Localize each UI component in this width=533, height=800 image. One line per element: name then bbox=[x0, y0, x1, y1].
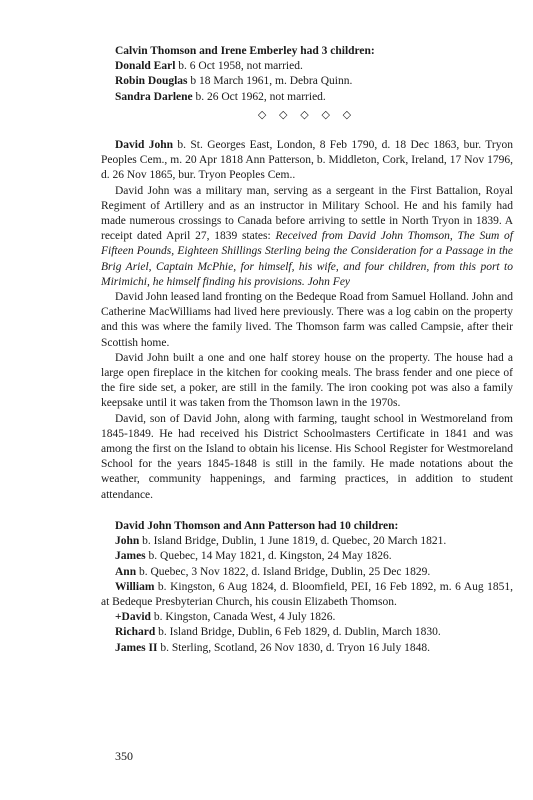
spacer bbox=[101, 503, 513, 519]
child-details: b. Quebec, 3 Nov 1822, d. Island Bridge, Dublin, 25 Dec 1829. bbox=[136, 565, 431, 578]
child-details: b. Quebec, 14 May 1821, d. Kingston, 24 May 1826. bbox=[145, 550, 392, 563]
child-details: b. Island Bridge, Dublin, 6 Feb 1829, d. Dublin, March 1830. bbox=[155, 626, 441, 639]
calvin-family-section bbox=[101, 44, 513, 656]
child-details: b. Kingston, Canada West, 4 July 1826. bbox=[150, 611, 336, 624]
section-divider-ornament: ◇ ◇ ◇ ◇ ◇ bbox=[257, 108, 357, 121]
person-name: David John bbox=[115, 139, 174, 152]
family-heading bbox=[101, 44, 513, 59]
child-entry bbox=[101, 549, 513, 564]
child-entry bbox=[101, 625, 513, 640]
child-entry bbox=[101, 74, 513, 89]
child-entry bbox=[101, 90, 513, 105]
page-number: 350 bbox=[115, 749, 133, 763]
child-name: Ann bbox=[115, 565, 137, 578]
bio-paragraph-school: David, son of David John, along with farming, taught school in Westmoreland from 1845-1849. He had received his District Schoolmasters Certificate in 1841 and was among the first on the Island to obtain his license. His School Register for Westmoreland School for the years 1845-1848 is still in the family. He made notations about the weather, community happenings, and farming practices, in addition to student attendance. bbox=[101, 412, 513, 501]
child-entry bbox=[101, 641, 513, 656]
child-name: Sandra Darlene bbox=[115, 90, 193, 103]
bio-intro bbox=[101, 138, 513, 184]
child-entry bbox=[101, 59, 513, 74]
child-details: b 18 March 1961, m. Debra Quinn. bbox=[187, 75, 353, 88]
child-entry bbox=[101, 580, 513, 610]
paragraph-text: David John was a military man, serving as a sergeant in the First Battalion, Royal Regiment of Artillery and as an instructor in Military School. He and his family had made numerous crossings to Canada before arriving to settle in North Tryon in 1839. A receipt dated April 27, 1839 states: bbox=[101, 184, 513, 243]
child-name: William bbox=[115, 580, 155, 593]
bio-paragraph-house: David John built a one and one half storey house on the property. The house had a large open fireplace in the kitchen for cooking meals. The brass fender and one piece of the fire side set, a poker, are still in the family. The iron cooking pot was also a family keepsake until it was taken from the Thomson lawn in the 1970s. bbox=[101, 351, 513, 410]
child-entry bbox=[101, 565, 513, 580]
child-entry bbox=[101, 610, 513, 625]
child-details: b. Island Bridge, Dublin, 1 June 1819, d. Quebec, 20 March 1821. bbox=[139, 535, 447, 548]
child-name: +David bbox=[115, 611, 151, 624]
heading-names: David John Thomson and Ann Patterson bbox=[115, 519, 316, 532]
child-details: b. Sterling, Scotland, 26 Nov 1830, d. Tryon 16 July 1848. bbox=[157, 641, 431, 654]
child-name: Richard bbox=[115, 626, 156, 639]
child-entry bbox=[101, 534, 513, 549]
family-heading bbox=[101, 519, 513, 534]
child-name: James II bbox=[115, 641, 158, 654]
heading-names: Calvin Thomson and Irene Emberley bbox=[115, 45, 298, 57]
child-name: John bbox=[115, 535, 140, 548]
spacer bbox=[101, 128, 513, 138]
child-details: b. 26 Oct 1962, not married. bbox=[192, 90, 326, 103]
bio-paragraph-land: David John leased land fronting on the Bedeque Road from Samuel Holland. John and Catherine MacWilliams had lived here previously. There was a log cabin on the property and this was where the family lived. The Thomson farm was called Campsie, after their Scottish home. bbox=[101, 291, 513, 349]
bio-paragraph-military bbox=[101, 184, 513, 290]
person-vitals: b. St. Georges East, London, 8 Feb 1790, d. 18 Dec 1863, bur. Tryon Peoples Cem., m. 20 Apr 1818 Ann Patterson, b. Middleton, Cork, Ireland, 17 Nov 1796, d. 26 Nov 1865, bur. Tryon Peoples Cem.. bbox=[101, 139, 513, 182]
child-name: Donald Earl bbox=[115, 60, 176, 73]
heading-rest: had 3 children: bbox=[297, 45, 375, 57]
child-name: James bbox=[115, 550, 146, 563]
receipt-quote: Received from David John Thomson, The Sum of Fifteen Pounds, Eighteen Shillings Sterling being the Consideration for a Passage in the Brig Ariel, Captain McPhie, for himself, his wife, and four children, from this port to Mirimichi, he himself finding his provisions. John Fey bbox=[101, 230, 513, 288]
child-name: Robin Douglas bbox=[115, 75, 188, 88]
child-details: b. 6 Oct 1958, not married. bbox=[175, 60, 303, 73]
heading-rest: had 10 children: bbox=[315, 519, 399, 532]
child-details: b. Kingston, 6 Aug 1824, d. Bloomfield, PEI, 16 Feb 1892, m. 6 Aug 1851, at Bedeque Presbyterian Church, his cousin Elizabeth Thomson. bbox=[101, 580, 513, 608]
